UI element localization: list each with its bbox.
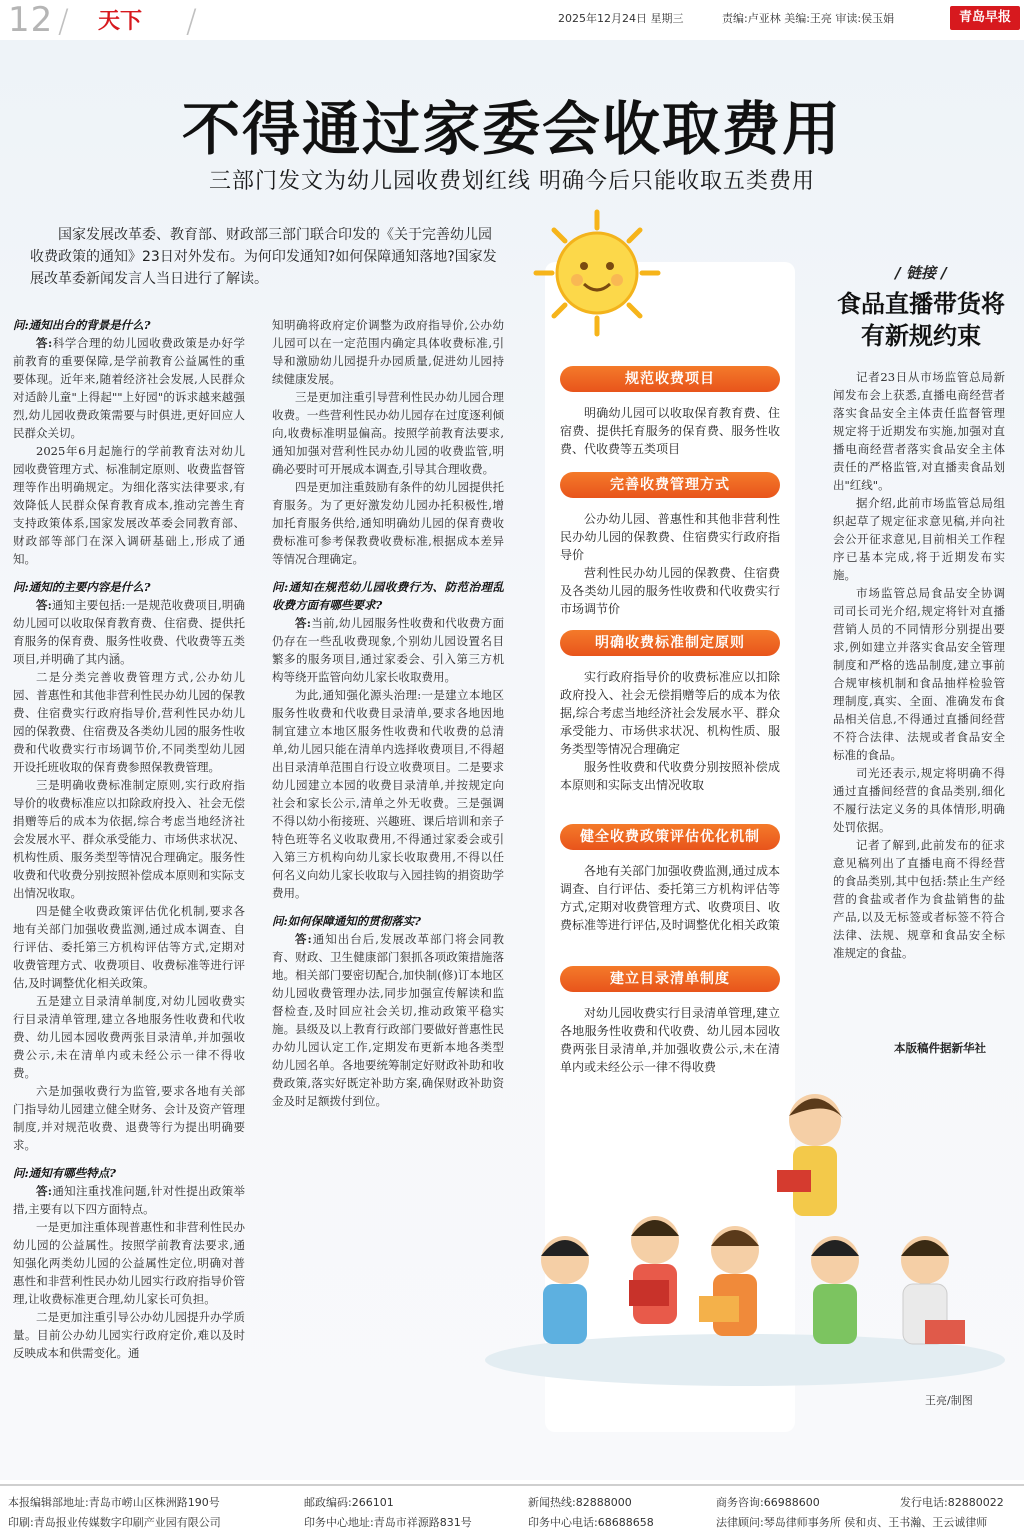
footer-print-phone: 印务中心电话:68688658 — [528, 1516, 654, 1529]
newspaper-logo: 青岛早报 — [950, 6, 1020, 30]
body-paragraph — [13, 442, 245, 568]
page-footer — [0, 1484, 1024, 1533]
kid-1 — [777, 1094, 843, 1216]
paragraph-text: 二是分类完善收费管理方式,公办幼儿园、普惠性和其他非营利性民办幼儿园的保教费、住宿费实行政府指导价,营利性民办幼儿园的保教费、住宿费及各类幼儿园的服务性收费和代收费实行市场调节价,不同类型幼儿园开设托班收取的保育费参照保教费管理。 — [13, 670, 245, 774]
paragraph-text: 三是明确收费标准制定原则,实行政府指导价的收费标准应以扣除政府投入、社会无偿捐赠等后的成本为依据,综合考虑当地经济社会发展水平、群众承受能力、市场供求状况、机构性质、服务类型等情况合理确定。服务性收费和代收费分别按照补偿成本原则和实际支出情况收取。 — [13, 778, 245, 900]
kid-4 — [699, 1226, 759, 1336]
body-paragraph — [13, 776, 245, 902]
section-paragraph: 服务性收费和代收费分别按照补偿成本原则和实际支出情况收取 — [560, 760, 780, 792]
kid-3 — [629, 1216, 679, 1324]
section-text — [560, 510, 780, 618]
paragraph-text: 通知注重找准问题,针对性提出政策举措,主要有以下四方面特点。 — [13, 1184, 245, 1216]
body-paragraph — [13, 334, 245, 442]
footer-hotline: 新闻热线:82888000 — [528, 1496, 632, 1509]
section-pill-title: 健全收费政策评估优化机制 — [560, 824, 780, 850]
body-paragraph — [272, 478, 504, 568]
footer-printer: 印刷:青岛报业传媒数字印刷产业园有限公司 — [8, 1516, 221, 1529]
section-name: 天下 — [98, 9, 143, 34]
footer-postcode: 邮政编码:266101 — [304, 1496, 394, 1509]
paragraph-text: 三是更加注重引导营利性民办幼儿园合理收费。一些营利性民办幼儿园存在过度逐利倾向,收费标准明显偏高。按照学前教育法要求,通知加强对营利性民办幼儿园的收费监管,明确必要时可开展成本调查,引导其合理收费。 — [272, 390, 504, 476]
footer-business: 商务咨询:66988600 — [716, 1496, 820, 1509]
page-number: 12 — [8, 0, 54, 40]
section-paragraph: 明确幼儿园可以收取保育教育费、住宿费、提供托育服务的保育费、服务性收费、代收费等五类项目 — [560, 406, 780, 456]
illustration-credit: 王亮/制图 — [925, 1394, 973, 1407]
paragraph-text: 一是更加注重体现普惠性和非营利性民办幼儿园的公益属性。按照学前教育法要求,通知强化两类幼儿园的公益属性定位,明确对普惠性和非营利性民办幼儿园实行政府指导价管理,让收费标准更合理,幼儿家长可负担。 — [13, 1220, 245, 1306]
sidebar-title: 食品直播带货将有新规约束 — [837, 290, 1005, 350]
body-paragraph — [272, 614, 504, 686]
footer-address: 本报编辑部地址:青岛市崂山区株洲路190号 — [8, 1496, 220, 1509]
section-pill-title: 完善收费管理方式 — [560, 472, 780, 498]
question-heading: 问:通知有哪些特点? — [13, 1166, 116, 1180]
article-column-1 — [13, 316, 245, 1362]
body-paragraph — [13, 1308, 245, 1362]
paragraph-text: 六是加强收费行为监管,要求各地有关部门指导幼儿园建立健全财务、会计及资产管理制度,并对规范收费、退费等行为提出明确要求。 — [13, 1084, 245, 1152]
body-paragraph — [13, 1082, 245, 1154]
body-paragraph — [13, 1218, 245, 1308]
answer-label: 答: — [36, 336, 53, 350]
body-paragraph — [13, 668, 245, 776]
children-reading-illustration — [455, 1060, 1020, 1480]
question-heading: 问:通知在规范幼儿园收费行为、防范治理乱收费方面有哪些要求? — [272, 580, 504, 612]
paragraph-text: 当前,幼儿园服务性收费和代收费方面仍存在一些乱收费现象,个别幼儿园设置名目繁多的服务项目,通过家委会、引入第三方机构等绕开监管向幼儿家长收取费用。 — [272, 616, 504, 684]
body-paragraph — [13, 596, 245, 668]
section-pill-title: 明确收费标准制定原则 — [560, 630, 780, 656]
answer-label: 答: — [36, 598, 52, 612]
paragraph-text: 四是更加注重鼓励有条件的幼儿园提供托育服务。为了更好激发幼儿园办托积极性,增加托育服务供给,通知明确幼儿园的保育费收费标准可参考保教费收费标准,根据成本差异等情况合理确定。 — [272, 480, 504, 566]
paragraph-text: 五是建立目录清单制度,对幼儿园收费实行目录清单管理,建立各地服务性收费和代收费、幼儿园本园收费两张目录清单,并加强收费公示,未在清单内或未经公示一律不得收费。 — [13, 994, 245, 1080]
body-paragraph — [272, 388, 504, 478]
paragraph-text: 2025年6月起施行的学前教育法对幼儿园收费管理方式、标准制定原则、收费监督管理等作出明确规定。为细化落实法律要求,有效降低人民群众保育教育成本,推动完善生育支持政策体系,国家发展改革委会同教育部、财政部等部门在深入调研基础上,形成了通知。 — [13, 444, 245, 566]
section-text — [560, 668, 780, 794]
kid-2 — [541, 1236, 589, 1344]
kid-5 — [811, 1236, 859, 1344]
sidebar-body — [833, 368, 1005, 962]
sidebar-paragraph: 司光还表示,规定将明确不得通过直播间经营的食品类别,细化不履行法定义务的具体情形,明确处罚依据。 — [833, 766, 1005, 834]
lead-paragraph: 国家发展改革委、教育部、财政部三部门联合印发的《关于完善幼儿园收费政策的通知》23日对外发布。为何印发通知?如何保障通知落地?国家发展改革委新闻发言人当日进行了解读。 — [30, 227, 497, 287]
sun-illustration — [532, 208, 662, 338]
paragraph-text: 四是健全收费政策评估优化机制,要求各地有关部门加强收费监测,通过成本调查、自行评估、委托第三方机构评估等方式,定期对收费管理方式、收费项目、收费标准等进行评估,及时调整优化相关政策。 — [13, 904, 245, 990]
paragraph-text: 为此,通知强化源头治理:一是建立本地区服务性收费和代收费目录清单,要求各地因地制宜建立本地区服务性收费和代收费的总清单,幼儿园只能在清单内选择收费项目,不得超出目录清单范围自行设立收费项目。二是要求幼儿园建立本园的收费目录清单,并按规定向社会和家长公示,清单之外无收费。三是强调不得以幼小衔接班、兴趣班、课后培训和亲子特色班等名义收取费用,不得通过家委会或引入第三方机构向幼儿家长收取费用,不得以任何名义向幼儿家长收取与入园挂钩的捐资助学费用。 — [272, 688, 504, 900]
body-paragraph — [272, 316, 504, 388]
sidebar-tag: / 链接 / — [895, 264, 947, 282]
section-text — [560, 404, 780, 458]
footer-legal: 法律顾问:琴岛律师事务所 侯和贞、王书瀚、王云诚律师 — [716, 1516, 988, 1529]
subheadline: 三部门发文为幼儿园收费划红线 明确今后只能收取五类费用 — [209, 169, 815, 194]
section-pill-title: 建立目录清单制度 — [560, 966, 780, 992]
sidebar-paragraph: 记者23日从市场监管总局新闻发布会上获悉,直播电商经营者落实食品安全主体责任监督管理规定将于近期发布实施,加强对直播电商经营者落实食品安全主体责任的严格监管,对直播卖食品划出"红线"。 — [833, 370, 1005, 492]
section-paragraph: 各地有关部门加强收费监测,通过成本调查、自行评估、委托第三方机构评估等方式,定期对收费管理方式、收费项目、收费标准等进行评估,及时调整优化相关政策 — [560, 864, 780, 932]
sidebar-paragraph: 记者了解到,此前发布的征求意见稿列出了直播电商不得经营的食品类别,其中包括:禁止生产经营的食盐或者作为食盐销售的盐产品,以及无标签或者标签不符合法律、法规、规章和食品安全标准规定的食盐。 — [833, 838, 1005, 960]
question-heading: 问:如何保障通知的贯彻落实? — [272, 914, 421, 928]
divider-slash: / — [58, 2, 69, 40]
page-header — [0, 0, 1024, 41]
issue-date: 2025年12月24日 星期三 — [558, 12, 684, 25]
section-pill-title: 规范收费项目 — [560, 366, 780, 392]
editor-credits: 责编:卢亚林 美编:王亮 审读:侯玉娟 — [722, 12, 895, 25]
headline: 不得通过家委会收取费用 — [181, 95, 842, 163]
body-paragraph — [13, 992, 245, 1082]
footer-print-address: 印务中心地址:青岛市祥源路831号 — [304, 1516, 472, 1529]
paragraph-text: 知明确将政府定价调整为政府指导价,公办幼儿园可以在一定范围内确定具体收费标准,引导和激励幼儿园提升办园质量,促进幼儿园持续健康发展。 — [272, 318, 504, 386]
kid-6 — [901, 1236, 965, 1344]
sidebar-paragraph: 据介绍,此前市场监管总局组织起草了规定征求意见稿,并向社会公开征求意见,目前相关工作程序已基本完成,将于近期发布实施。 — [833, 496, 1005, 582]
body-paragraph — [13, 902, 245, 992]
paragraph-text: 通知主要包括:一是规范收费项目,明确幼儿园可以收取保育教育费、住宿费、提供托育服务的保育费、服务性收费、代收费等五类项目,并明确了其内涵。 — [13, 598, 246, 666]
answer-label: 答: — [36, 1184, 53, 1198]
question-heading: 问:通知出台的背景是什么? — [13, 318, 151, 332]
body-paragraph — [272, 686, 504, 902]
section-paragraph: 对幼儿园收费实行目录清单管理,建立各地服务性收费和代收费、幼儿园本园收费两张目录清单,并加强收费公示,未在清单内或未经公示一律不得收费 — [560, 1006, 780, 1074]
sidebar-credit: 本版稿件据新华社 — [894, 1041, 986, 1055]
question-heading: 问:通知的主要内容是什么? — [13, 580, 151, 594]
sidebar-paragraph: 市场监管总局食品安全协调司司长司光介绍,规定将针对直播营销人员的不同情形分别提出要求,例如建立并落实食品安全管理制度和严格的选品制度,建立事前合规审核机制和食品抽样检验管理制度,真实、全面、准确发布食品相关信息,不得通过直播间经营不符合法律、法规或者食品安全标准的食品。 — [833, 586, 1005, 762]
paragraph-text: 科学合理的幼儿园收费政策是办好学前教育的重要保障,是学前教育公益属性的重要体现。近年来,随着经济社会发展,人民群众对适龄儿童"上得起""上好园"的诉求越来越强烈,幼儿园收费政策需要与时俱进,更好回应人民群众关切。 — [13, 336, 246, 440]
section-paragraph: 营利性民办幼儿园的保教费、住宿费及各类幼儿园的服务性收费和代收费实行市场调节价 — [560, 566, 780, 616]
body-paragraph — [13, 1182, 245, 1218]
article-column-2 — [272, 316, 504, 1110]
paragraph-text: 通知出台后,发展改革部门将会同教育、财政、卫生健康部门狠抓各项政策措施落地。相关部门要密切配合,加快制(修)订本地区幼儿园收费管理办法,同步加强宣传解读和监督检查,及时回应社会关切,推动政策平稳实施。县级及以上教育行政部门要做好普惠性民办幼儿园认定工作,定期发布更新本地各类型幼儿园名单。各地要统筹制定好财政补助和收费政策,落实好既定补助方案,确保财政补助资金及时足额拨付到位。 — [272, 932, 505, 1108]
section-paragraph: 公办幼儿园、普惠性和其他非营利性民办幼儿园的保教费、住宿费实行政府指导价 — [560, 512, 780, 562]
answer-label: 答: — [295, 616, 312, 630]
section-paragraph: 实行政府指导价的收费标准应以扣除政府投入、社会无偿捐赠等后的成本为依据,综合考虑当地经济社会发展水平、群众承受能力、市场供求状况、机构性质、服务类型等情况合理确定 — [560, 670, 780, 756]
section-text — [560, 862, 780, 934]
paragraph-text: 二是更加注重引导公办幼儿园提升办学质量。目前公办幼儿园实行政府定价,难以及时反映成本和供需变化。通 — [13, 1310, 245, 1360]
footer-distribution: 发行电话:82880022 — [900, 1496, 1004, 1509]
divider-slash: / — [186, 2, 197, 40]
answer-label: 答: — [295, 932, 312, 946]
